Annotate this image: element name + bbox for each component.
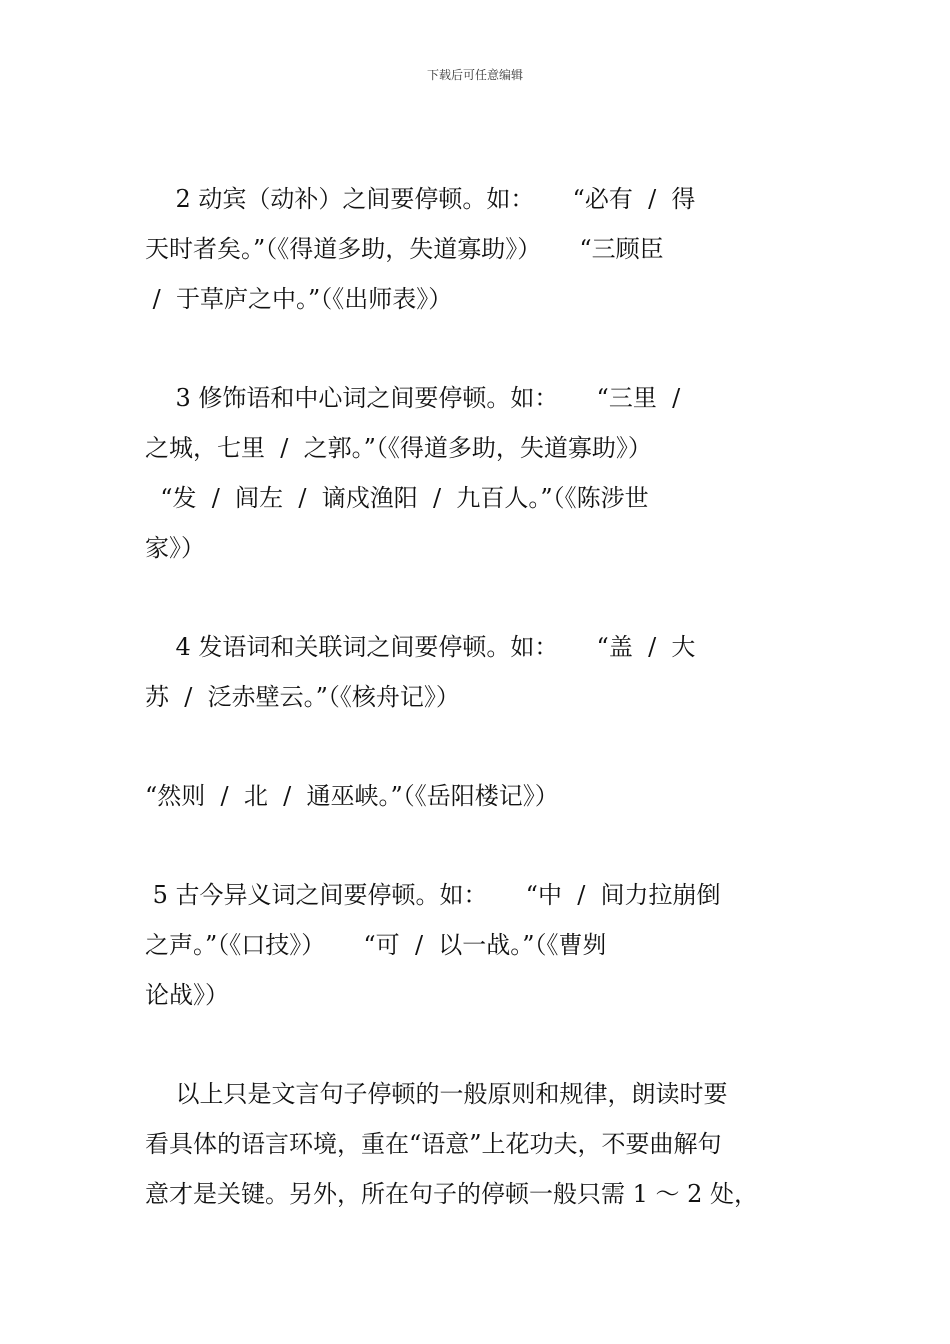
text-line: 以上只是文言句子停顿的一般原则和规律，朗读时要 xyxy=(145,1080,728,1108)
text-line: 苏 / 泛赤壁云。”（《核舟记》） xyxy=(145,683,460,711)
text-line: 之声。”（《口技》） “可 / 以一战。”（《曹刿 xyxy=(145,931,607,959)
page-header: 下载后可任意编辑 xyxy=(426,68,523,82)
text-line: / 于草庐之中。”（《出师表》） xyxy=(145,285,453,313)
text-line: 天时者矣。”（《得道多助，失道寡助》） “三顾臣 xyxy=(145,235,664,263)
text-line: 论战》） xyxy=(145,981,229,1009)
text-line: 家》） xyxy=(145,534,205,562)
text-line: 5 古今异义词之间要停顿。如： “中 / 间力拉崩倒 xyxy=(145,881,721,909)
text-line: 看具体的语言环境，重在“语意”上花功夫，不要曲解句 xyxy=(145,1130,722,1158)
text-line: 之城，七里 / 之郭。”（《得道多助，失道寡助》） xyxy=(145,434,652,462)
text-line: 3 修饰语和中心词之间要停顿。如： “三里 / xyxy=(145,384,681,412)
text-line: 意才是关键。另外，所在句子的停顿一般只需 1 ～ 2 处， xyxy=(145,1180,759,1208)
text-line: 2 动宾（动补）之间要停顿。如： “必有 / 得 xyxy=(145,185,696,213)
text-line: “然则 / 北 / 通巫峡。”（《岳阳楼记》） xyxy=(145,782,559,810)
text-line: “发 / 闾左 / 谪戍渔阳 / 九百人。”（《陈涉世 xyxy=(145,484,649,512)
text-line: 4 发语词和关联词之间要停顿。如： “盖 / 大 xyxy=(145,633,696,661)
